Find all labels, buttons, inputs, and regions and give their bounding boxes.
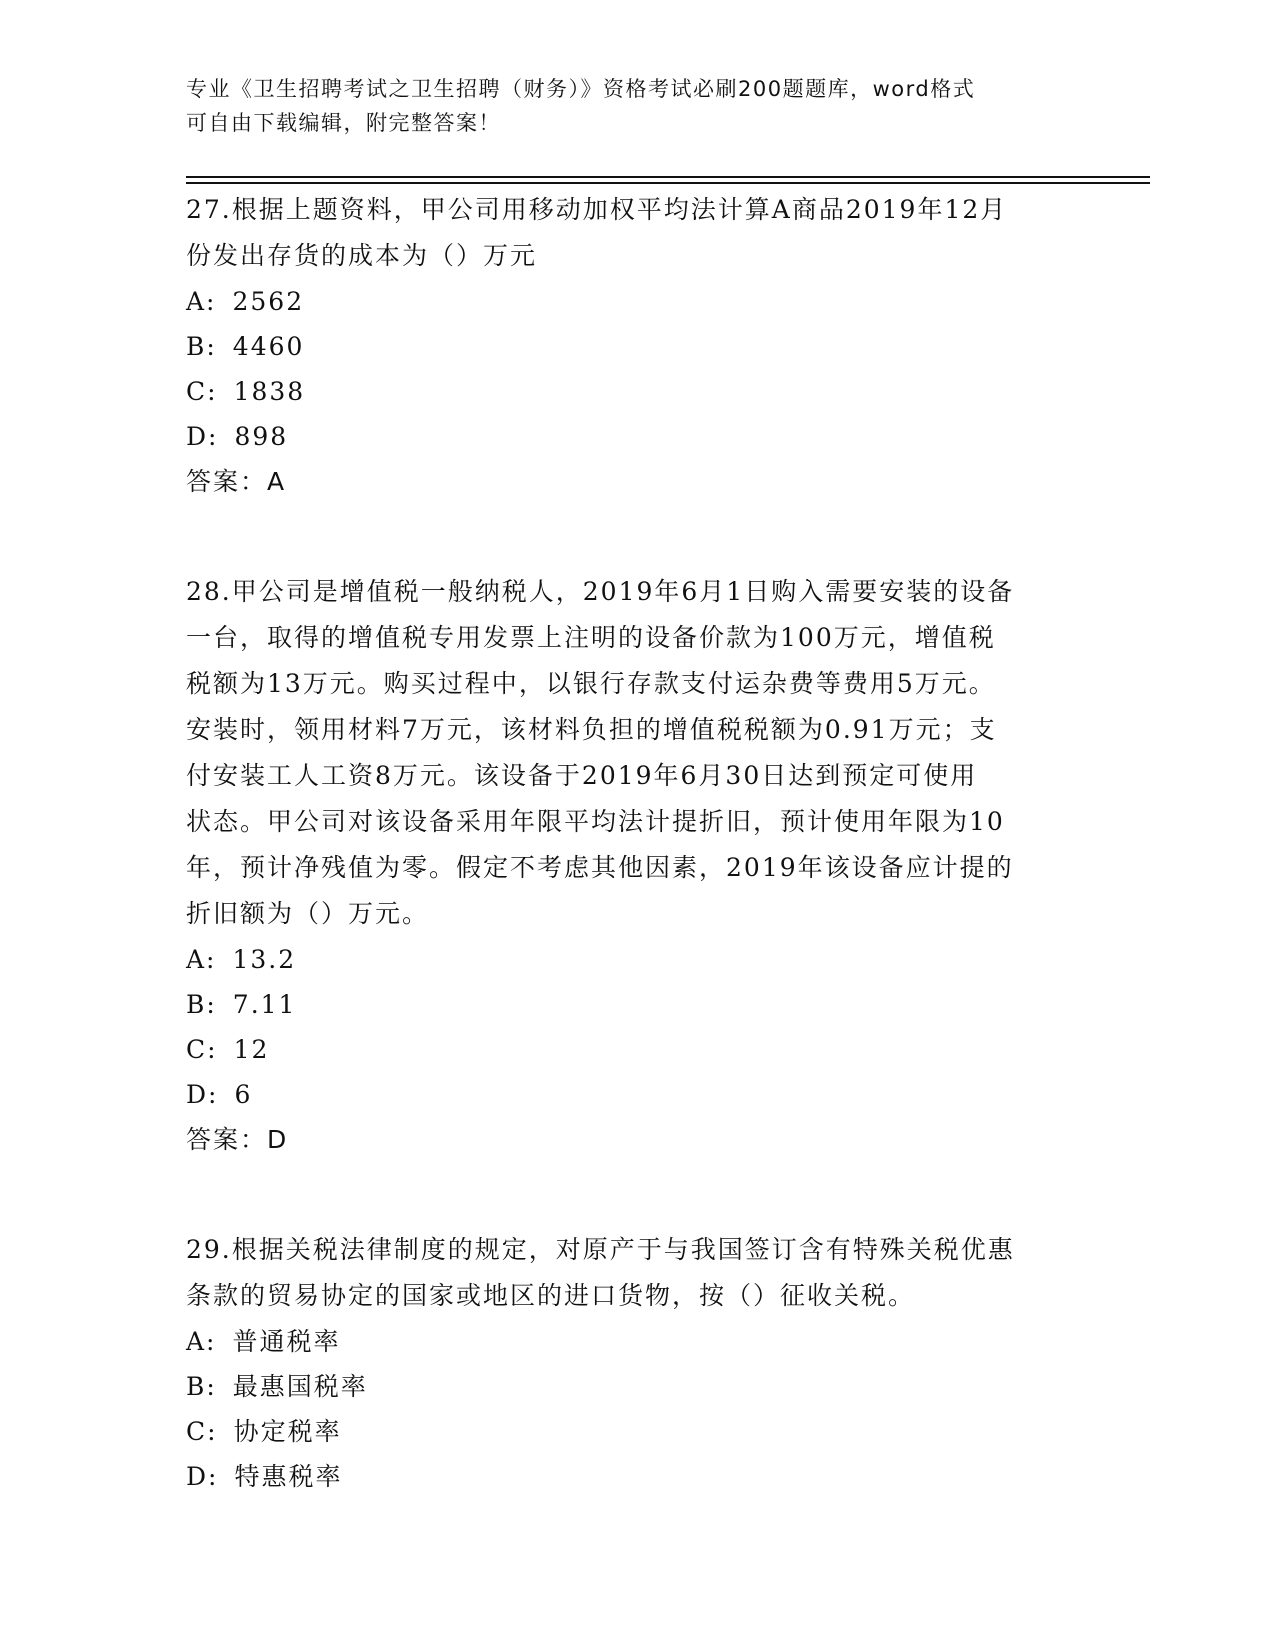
option-b <box>186 982 1086 1027</box>
question-27 <box>186 187 1086 505</box>
option-letter: C: <box>186 1035 218 1064</box>
option-letter: D: <box>186 1462 219 1491</box>
option-d <box>186 1454 1086 1499</box>
option-d <box>186 414 1086 459</box>
option-letter: B: <box>186 990 217 1019</box>
option-text: 4460 <box>232 332 305 361</box>
option-b <box>186 1364 1086 1409</box>
option-a <box>186 937 1086 982</box>
option-a <box>186 1319 1086 1364</box>
question-text-line: 安装时，领用材料7万元，该材料负担的增值税税额为0.91万元；支 <box>186 715 997 744</box>
question-list <box>186 187 1086 1499</box>
question-28 <box>186 569 1086 1163</box>
option-letter: D: <box>186 1080 219 1109</box>
question-text-line: 28.甲公司是增值税一般纳税人，2019年6月1日购入需要安装的设备 <box>186 577 1015 606</box>
header-divider-bottom <box>186 182 1150 184</box>
header-line-1: 专业《卫生招聘考试之卫生招聘（财务）》资格考试必刷200题题库，word格式 <box>186 77 976 101</box>
option-text: 6 <box>234 1080 253 1109</box>
option-letter: A: <box>186 945 217 974</box>
question-text-line: 状态。甲公司对该设备采用年限平均法计提折旧，预计使用年限为10 <box>186 807 1005 836</box>
question-spacer <box>186 505 1086 569</box>
option-letter: A: <box>186 1327 217 1356</box>
option-text: 12 <box>233 1035 270 1064</box>
option-text: 最惠国税率 <box>232 1372 368 1401</box>
option-d <box>186 1072 1086 1117</box>
option-b <box>186 324 1086 369</box>
option-text: 普通税率 <box>232 1327 341 1356</box>
question-29 <box>186 1227 1086 1499</box>
option-text: 协定税率 <box>233 1417 342 1446</box>
option-c <box>186 369 1086 414</box>
option-text: 1838 <box>233 377 306 406</box>
header-line-2: 可自由下载编辑，附完整答案！ <box>186 111 501 135</box>
document-header <box>186 72 1086 140</box>
option-letter: A: <box>186 287 217 316</box>
option-c <box>186 1409 1086 1454</box>
question-spacer <box>186 1163 1086 1227</box>
question-text-line: 条款的贸易协定的国家或地区的进口货物，按（）征收关税。 <box>186 1281 916 1310</box>
question-text-line: 付安装工人工资8万元。该设备于2019年6月30日达到预定可使用 <box>186 761 978 790</box>
question-text-line: 29.根据关税法律制度的规定，对原产于与我国签订含有特殊关税优惠 <box>186 1235 1015 1264</box>
option-letter: B: <box>186 1372 217 1401</box>
option-letter: D: <box>186 422 219 451</box>
option-letter: C: <box>186 377 218 406</box>
option-a <box>186 279 1086 324</box>
option-text: 898 <box>234 422 289 451</box>
option-text: 7.11 <box>232 990 297 1019</box>
question-text-line: 27.根据上题资料，甲公司用移动加权平均法计算A商品2019年12月 <box>186 195 1008 224</box>
option-text: 特惠税率 <box>234 1462 343 1491</box>
answer-line: 答案：A <box>186 467 287 496</box>
question-text-line: 一台，取得的增值税专用发票上注明的设备价款为100万元，增值税 <box>186 623 996 652</box>
option-letter: B: <box>186 332 217 361</box>
question-text-line: 税额为13万元。购买过程中，以银行存款支付运杂费等费用5万元。 <box>186 669 996 698</box>
option-text: 13.2 <box>232 945 297 974</box>
option-letter: C: <box>186 1417 218 1446</box>
answer-line: 答案：D <box>186 1125 289 1154</box>
question-text-line: 年，预计净残值为零。假定不考虑其他因素，2019年该设备应计提的 <box>186 853 1014 882</box>
question-text-line: 份发出存货的成本为（）万元 <box>186 241 538 270</box>
option-c <box>186 1027 1086 1072</box>
question-text-line: 折旧额为（）万元。 <box>186 899 430 928</box>
header-divider-top <box>186 176 1150 178</box>
option-text: 2562 <box>232 287 305 316</box>
